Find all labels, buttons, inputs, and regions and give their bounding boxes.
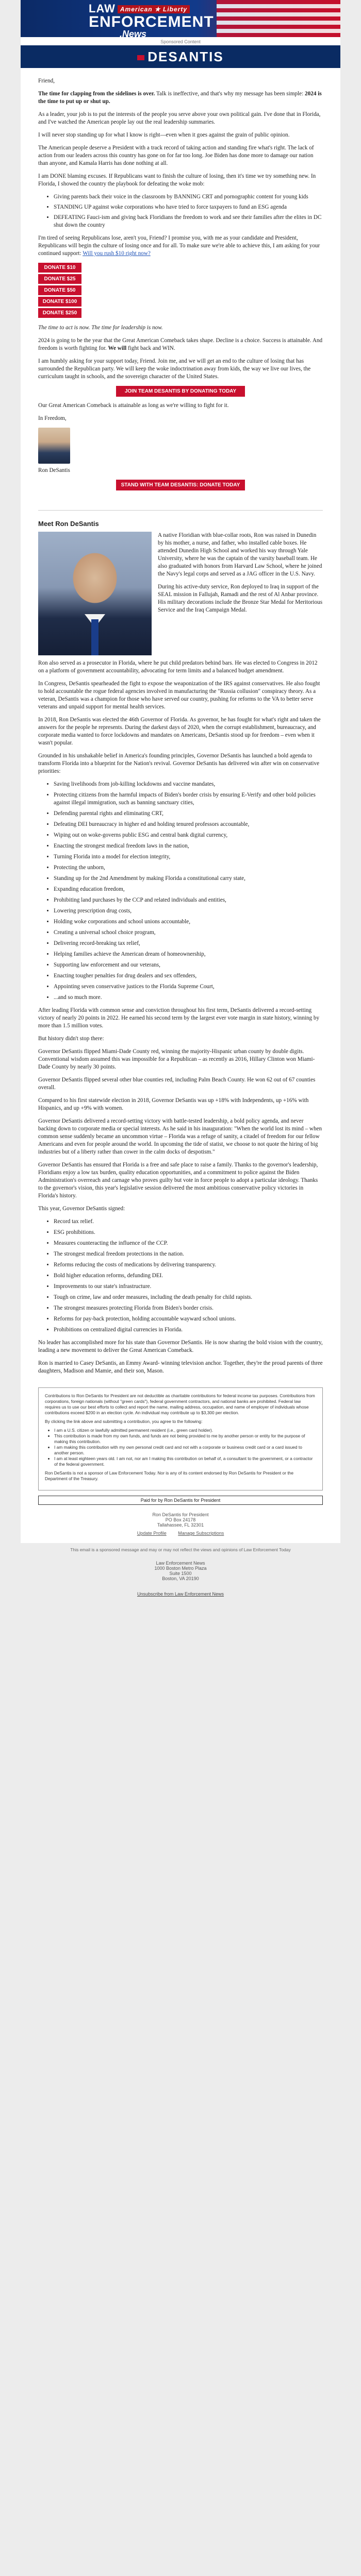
list-item: • Standing up for the 2nd Amendment by making Florida a constitutional carry state, (54, 875, 323, 883)
desantis-portrait (38, 532, 152, 655)
list-item: • Helping families achieve the American dream of homeownership, (54, 951, 323, 958)
sponsored-notice: This email is a sponsored message and may or may not reflect the views and opinions of Law Enforcement Today (0, 1543, 361, 1556)
list-item: • Enacting the strongest medical freedom laws in the nation, (54, 842, 323, 850)
sponsor-footer (21, 1508, 340, 1543)
sender-address: Suite 1500 (169, 1571, 192, 1576)
list-item: • Improvements to our state's infrastructure. (54, 1283, 323, 1291)
list-item: • I am making this contribution with my own personal credit card and not with a corporate or business credit card or a card issued to another person. (54, 1445, 316, 1456)
list-item: • Saving livelihoods from job-killing lockdowns and vaccine mandates, (54, 781, 323, 788)
list-item: • Creating a universal school choice program, (54, 929, 323, 937)
footer-address: Tallahassee, FL 32301 (157, 1522, 204, 1528)
update-profile-link[interactable]: Update Profile (137, 1531, 167, 1536)
bio-paragraph: Governor DeSantis delivered a record-setting victory with battle-tested leadership, a bold policy agenda, and never backing down to corporate media or special interests. As he said in his inauguration: "When the world lost its mind – when common sense suddenly became an uncommon virtue – Florida was a refuge of sanity, a citadel of freedom for our fellow Americans and even for people around the world. In upcoming the tide of statist, we choose to not quote the hiring of big industries but of a liberty rather than cower in the calm docks of despotism." (38, 1118, 322, 1155)
letter-paragraph: Our Great American Comeback is attainable as long as we're willing to fight for it. (38, 402, 229, 409)
brand-tagline: American ★ Liberty (118, 5, 190, 13)
list-item: • Enacting tougher penalties for drug dealers and sex offenders, (54, 972, 323, 980)
signed-list (38, 1218, 323, 1334)
letter-paragraph: As a leader, your job is to put the interests of the people you serve above your own political gain. I've done that in Florida, and I've watched the American people lay out the real leadership summaries. (38, 111, 321, 125)
list-item: • Wiping out on woke-governs public ESG and central bank digital currency, (54, 832, 323, 839)
meet-section (21, 520, 340, 1375)
list-item: • Defending parental rights and eliminating CRT, (54, 810, 323, 818)
sender-address: Boston, VA 20190 (162, 1576, 199, 1581)
manage-subscriptions-link[interactable]: Manage Subscriptions (178, 1531, 224, 1536)
list-item: • Lowering prescription drug costs, (54, 907, 323, 915)
list-item: • Tough on crime, law and order measures, including the death penalty for child rapists. (54, 1294, 323, 1301)
signer-name: Ron DeSantis (38, 467, 70, 473)
sign-off: In Freedom, (38, 415, 67, 421)
footer-org: Ron DeSantis for President (152, 1512, 209, 1517)
portrait-tie (91, 619, 99, 655)
letter-paragraph: The time for clapping from the sidelines is over. Talk is ineffective, and that's why my message has been simple: 2024 is the time to put up or shut up. (38, 91, 322, 105)
donate-buttons (38, 263, 323, 318)
sender-address: 1000 Boston Metro Plaza (154, 1566, 207, 1571)
list-item: • Reforms for pay-back protection, holding accountable wayward school unions. (54, 1315, 323, 1323)
letter-paragraph: 2024 is going to be the year that the Great American Comeback takes shape. Decline is a choice. Success is attainable. And freedom is worth fighting for. We will fight back and WIN. (38, 337, 323, 351)
join-team-button[interactable]: JOIN TEAM DESANTIS BY DONATING TODAY (116, 386, 245, 397)
bio-paragraph: After leading Florida with common sense and conviction throughout his first term, DeSantis delivered a record-setting victory of nearly 20 points in 2022. He earned his second term by the largest ever vote margin in state history, winning by more than 1.5 million votes. (38, 1007, 320, 1029)
list-item: • Prohibiting land purchases by the CCP and related individuals and entities, (54, 896, 323, 904)
list-item: • Protecting the unborn, (54, 864, 323, 872)
sponsored-label: Sponsored Content (160, 39, 201, 44)
list-item: • Turning Florida into a model for election integrity, (54, 853, 323, 861)
sponsor-header[interactable] (21, 45, 340, 68)
footer-address: PO Box 24178 (165, 1517, 196, 1522)
list-item: • DEFEATING Fauci-ism and giving back Floridians the freedom to work and see their families after the elites in DC shut down the country (54, 214, 323, 229)
bio-paragraph: During his active-duty service, Ron deployed to Iraq in support of the SEAL mission in Fallujah, Ramadi and the rest of Al Anbar province. His military decorations include the Bronze Star Medal for Meritorious Service and the Iraq Campaign Medal. (158, 584, 323, 613)
letter-paragraph: I am humbly asking for your support today, Friend. Join me, and we will get an end to the culture of losing that has surrounded the Republican party. We will keep the woke indoctrination away from kids, the way we live our lives, the curriculum taught in schools, and the sovereign character of the United States. (38, 358, 311, 380)
letter-paragraph: I will never stop standing up for what I know is right—even when it goes against the grain of public opinion. (38, 132, 290, 138)
bio-paragraph: Ron is married to Casey DeSantis, an Emmy Award- winning television anchor. Together, they're the proud parents of three daughters, Madison and Mamie, and their son, Mason. (38, 1360, 323, 1374)
letter-paragraph: I am DONE blaming excuses. If Republicans want to finish the culture of losing, then it's time we try something new. In Florida, I showed the country the playbook for defeating the woke mob: (38, 173, 316, 187)
list-item: • Reforms reducing the costs of medications by delivering transparency. (54, 1261, 323, 1269)
bio-paragraph: In 2018, Ron DeSantis was elected the 46th Governor of Florida. As governor, he has fought for what's right and taken the answers for the people he represents. During the darkest days of 2020, when the corrupt establishment, bureaucracy, and corporate media wanted to force lockdowns and mandates on Americans, DeSantis stood up for freedom – even when it wasn't popular. (38, 717, 321, 746)
list-item: • Bold higher education reforms, defunding DEI. (54, 1272, 323, 1280)
bio-paragraph: Governor DeSantis flipped Miami-Dade County red, winning the majority-Hispanic urban county by double digits. Conventional wisdom assumed this was impossible for a Republican – as recently as 2016, Hillary Clinton won Miami-Dade County by nearly 30 points. (38, 1048, 315, 1070)
signer-photo (38, 428, 70, 464)
list-item: • Appointing seven conservative justices to the Florida Supreme Court, (54, 983, 323, 991)
list-item: • I am a U.S. citizen or lawfully admitted permanent resident (i.e., green card holder). (54, 1428, 316, 1433)
list-item: • ESG prohibitions. (54, 1229, 323, 1236)
bio-paragraph: Grounded in his unshakable belief in America's founding principles, Governor DeSantis has launched a bold agenda to transform Florida into a blueprint for the Nation's revival. Governor DeSantis has delivered win after win on conservative priorities: (38, 753, 320, 774)
letter-paragraph: The American people deserve a President with a track record of taking action and standing fire what's right. The lack of action from our leaders across this country has gone on for far too long. Joe Biden has done more to damage our nation than anyone, and Kamala Harris has done nothing at all. (38, 145, 314, 166)
bio-paragraph: A native Floridian with blue-collar roots, Ron was raised in Dunedin by his mother, a nurse, and father, who installed cable boxes. He attended Dunedin High School and worked his way through Yale University, where he was the captain of the varsity baseball team. He also graduated with honors from Harvard Law School, where he joined the Navy's legal corps and served as a JAG officer in the U.S. Navy. (158, 532, 322, 577)
sender-footer (0, 1556, 361, 1588)
paid-for-box: Paid for by Ron DeSantis for President (38, 1496, 323, 1505)
letter-paragraph: The time to act is now. The time for leadership is now. (38, 325, 163, 331)
letter-paragraph: I'm tired of seeing Republicans lose, aren't you, Friend? I promise you, with me as your candidate and President, Republicans will begin the culture of losing once and for all. To make sure we're able to achieve this, I am asking for your continued support: Will you rush $10 right now? (38, 235, 320, 257)
bio-paragraph: Governor DeSantis has ensured that Florida is a free and safe place to raise a family. Thanks to the governor's leadership, Floridians enjoy a low tax burden, quality education opportunities, and a commitment to police against the Biden Administration's overreach and carnage who proves guilty but vote in force people to adopt a particular ideology. Thanks to the governor's vision, this year's legislative session delivered the most ambitious conservative policy victories in Florida's history. (38, 1162, 318, 1199)
bio-paragraph: Ron also served as a prosecutor in Florida, where he put child predators behind bars. He was elected to Congress in 2012 on a platform of government accountability, advocating for term limits and a balanced budget amendment. (38, 660, 318, 674)
letter-body (21, 68, 340, 501)
list-item: • Supporting law enforcement and our veterans, (54, 961, 323, 969)
legal-disclaimer: Contributions to Ron DeSantis for President are not deductible as charitable contributions for federal income tax purposes. Contributions from corporations, foreign nationals (without "green cards"), federal government contractors, and national banks are prohibited. Federal law requires us to use our best efforts to collect and report the name, mailing address, occupation, and name of employer of individuals whose contributions exceed $200 in an election cycle. An individual may contribute up to $3,300 per election. By clicking the link above and submitting a contribution, you agree to the following: • I am a U.S. citizen or lawfully admitted permanent resident (i.e., green card holder). • This contribution is made from my own funds, and funds are not being provided to me by another person or entity for the purpose of making this contribution. • I am making this contribution with my own personal credit card and not with a corporate or business credit card or a card issued to another person. • I am at least eighteen years old. I am not, nor am I making this contribution on behalf of, a consultant to the government, or a contractor of the federal government. Ron DeSantis is not a sponsor of Law Enforcement Today. Nor is any of its content endorsed by Ron DeSantis for President or the Department of the Treasury. (38, 1387, 323, 1490)
flag-stripes (217, 0, 340, 37)
bio-paragraph: But history didn't stop there: (38, 1036, 104, 1042)
list-item: • The strongest medical freedom protections in the nation. (54, 1250, 323, 1258)
donate-250-button[interactable]: DONATE $250 (38, 308, 81, 318)
unsubscribe-link[interactable]: Unsubscribe from Law Enforcement News (137, 1591, 224, 1597)
donate-10-button[interactable]: DONATE $10 (38, 263, 81, 273)
bio-paragraph: This year, Governor DeSantis signed: (38, 1206, 125, 1212)
playbook-list (38, 193, 323, 229)
brand-logo[interactable]: LAW American ★ Liberty ENFORCEMENT .News (89, 2, 214, 37)
list-item: • Protecting citizens from the harmful impacts of Biden's border crisis by ensuring E-Verify and other bold policies against illegal immigration, such as banning sanctuary cities, (54, 791, 323, 807)
bio-paragraph: In Congress, DeSantis spearheaded the fight to expose the weaponization of the IRS against conservatives. He also fought to hold accountable the rogue federal agencies involved in manufacturing the "Russia collusion" conspiracy theory. As a veteran, DeSantis was a champion for those who have served our country, pushing for reforms to the VA to better serve veterans and unpaid support for mental health services. (38, 681, 320, 710)
wins-list (38, 781, 323, 1002)
bio-paragraph: No leader has accomplished more for his state than Governor DeSantis. He is now sharing the bold vision with the country, leading a new movement to deliver the Great American Comeback. (38, 1340, 323, 1353)
bio-paragraph: Governor DeSantis flipped several other blue counties red, including Palm Beach County. He won 62 out of 67 counties overall. (38, 1077, 316, 1091)
list-item: • STANDING UP against woke corporations who have tried to force taxpayers to fund an ESG agenda (54, 204, 323, 211)
list-item: • Defeating DEI bureaucracy in higher ed and holding tenured professors accountable, (54, 821, 323, 828)
email-container (21, 0, 340, 1543)
list-item: • Measures counteracting the influence of the CCP. (54, 1240, 323, 1247)
stand-with-team-button[interactable]: STAND WITH TEAM DESANTIS: DONATE TODAY (116, 480, 245, 490)
flag-icon (137, 55, 144, 60)
list-item: • Giving parents back their voice in the classroom by BANNING CRT and pornographic content for young kids (54, 193, 323, 201)
unsubscribe-row (0, 1588, 361, 1607)
bio-paragraph: Compared to his first statewide election in 2018, Governor DeSantis was up +18% with Independents, up +16% with Hispanics, and up +9% with women. (38, 1097, 309, 1111)
donate-100-button[interactable]: DONATE $100 (38, 297, 81, 307)
header-banner (21, 0, 340, 37)
list-item: • Record tax relief. (54, 1218, 323, 1226)
list-item: • Holding woke corporations and school unions accountable, (54, 918, 323, 926)
list-item: • Delivering record-breaking tax relief, (54, 940, 323, 947)
sender-name: Law Enforcement News (156, 1561, 205, 1566)
donate-50-button[interactable]: DONATE $50 (38, 285, 81, 295)
section-heading: Meet Ron DeSantis (38, 520, 99, 528)
list-item: • I am at least eighteen years old. I am not, nor am I making this contribution on behalf of, a consultant to the government, or a contractor of the federal government. (54, 1456, 316, 1467)
list-item: • Prohibitions on centralized digital currencies in Florida. (54, 1326, 323, 1334)
list-item: • This contribution is made from my own funds, and funds are not being provided to me by another person or entity for the purpose of making this contribution. (54, 1433, 316, 1445)
rush-donation-link[interactable]: Will you rush $10 right now? (83, 250, 151, 257)
donate-25-button[interactable]: DONATE $25 (38, 274, 81, 284)
divider (38, 510, 323, 511)
list-item: • Expanding education freedom, (54, 886, 323, 893)
list-item: • The strongest measures protecting Florida from Biden's border crisis. (54, 1304, 323, 1312)
list-item: • ...and so much more. (54, 994, 323, 1002)
desantis-logo: DESANTIS (137, 49, 223, 65)
greeting: Friend, (38, 78, 55, 84)
